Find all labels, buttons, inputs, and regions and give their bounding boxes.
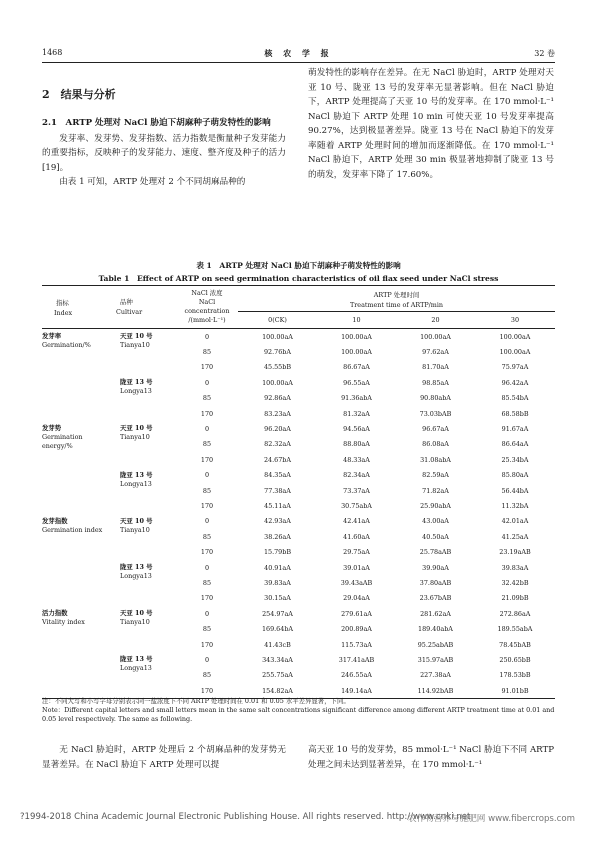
value-cell: 86.08aA <box>422 440 449 449</box>
cultivar-name-cn: 陇亚 13 号 <box>120 655 153 664</box>
nacl-concentration-cell: 85 <box>202 440 212 449</box>
index-name-en: Germination/% <box>42 341 91 349</box>
value-cell: 86.64aA <box>501 440 529 449</box>
value-cell: 29.75aA <box>343 548 370 557</box>
nacl-concentration-cell: 170 <box>200 686 214 695</box>
value-cell: 82.32aA <box>264 440 291 449</box>
cultivar-name-en: Longya13 <box>120 479 152 488</box>
value-cell: 71.82aA <box>422 486 449 495</box>
value-cell: 154.82aA <box>262 686 293 695</box>
value-cell: 45.55bB <box>263 363 292 372</box>
value-cell: 272.86aA <box>499 609 531 618</box>
watermark-text: 农作物营养与施肥网 www.fibercrops.com <box>408 814 575 824</box>
value-cell: 96.67aA <box>422 425 449 434</box>
paragraph: 由表 1 可知，ARTP 处理对 2 个不同胡麻品种的 <box>59 177 246 187</box>
value-cell: 315.97aAB <box>417 655 454 664</box>
nacl-concentration-cell: 0 <box>204 378 210 387</box>
cultivar-cell <box>110 375 176 421</box>
table-row <box>42 421 555 436</box>
value-cell: 91.01bB <box>501 686 529 695</box>
nacl-concentration-cell: 170 <box>200 409 214 418</box>
value-cell: 48.33aA <box>343 455 370 464</box>
value-cell: 39.83aA <box>264 578 291 587</box>
cultivar-cell <box>110 560 176 606</box>
volume-label: 32 卷 <box>534 49 555 58</box>
value-cell: 200.89aA <box>341 625 372 634</box>
value-cell: 81.70aA <box>422 363 449 372</box>
value-cell: 39.43aAB <box>340 578 373 587</box>
value-cell: 41.43cB <box>264 640 291 649</box>
paragraph-bottom-left: 无 NaCl 胁迫时，ARTP 处理后 2 个胡麻品种的发芽势无显著差异。在 NaCl 胁迫下 ARTP 处理可以提 <box>42 745 286 770</box>
value-cell: 178.53bB <box>499 671 531 680</box>
value-cell: 254.97aA <box>262 609 293 618</box>
value-cell: 73.03bAB <box>419 409 452 418</box>
note-en: Note：Different capital letters and small letters mean in the same salt concentrations significant difference among different ARTP treatment time at 0.01 and 0.05 level respectively. The same as following. <box>42 706 555 723</box>
value-cell: 39.90aA <box>422 563 449 572</box>
value-cell: 45.11aA <box>264 501 291 510</box>
value-cell: 85.80aA <box>501 471 529 480</box>
value-cell: 78.45bAB <box>499 640 531 649</box>
value-cell: 169.64bA <box>261 625 294 634</box>
value-cell: 149.14aA <box>341 686 372 695</box>
value-cell: 281.62aA <box>420 609 451 618</box>
value-cell: 246.55aA <box>341 671 372 680</box>
value-cell: 96.42aA <box>501 378 529 387</box>
value-cell: 100.00aA <box>499 332 531 341</box>
nacl-concentration-cell: 85 <box>202 486 212 495</box>
table-row <box>42 329 555 345</box>
nacl-concentration-cell: 0 <box>204 655 210 664</box>
cultivar-cell <box>110 514 176 560</box>
nacl-concentration-cell: 0 <box>204 471 210 480</box>
value-cell: 21.09bB <box>501 594 529 603</box>
cultivar-name-cn: 天亚 10 号 <box>120 332 153 340</box>
nacl-concentration-cell: 85 <box>202 578 212 587</box>
header-time-10: 10 <box>317 312 396 329</box>
value-cell: 317.41aAB <box>338 655 375 664</box>
value-cell: 32.42bB <box>501 578 529 587</box>
header-rule <box>42 62 555 63</box>
index-cell <box>42 329 110 422</box>
value-cell: 86.67aA <box>343 363 370 372</box>
value-cell: 100.00aA <box>262 332 293 341</box>
value-cell: 84.35aA <box>264 471 291 480</box>
index-name-cn: 活力指数 <box>42 609 68 618</box>
nacl-concentration-cell: 85 <box>202 671 212 680</box>
index-cell <box>42 514 110 606</box>
cultivar-name-cn: 天亚 10 号 <box>120 516 153 525</box>
value-cell: 40.91aA <box>264 563 291 572</box>
table-row <box>42 560 555 575</box>
value-cell: 82.34aA <box>343 471 370 480</box>
paragraph-bottom-right: 高天亚 10 号的发芽势，85 mmol·L⁻¹ NaCl 胁迫下不同 ARTP 处理之间未达到显著差异，在 170 mmol·L⁻¹ <box>308 745 554 770</box>
value-cell: 40.50aA <box>422 532 449 541</box>
nacl-concentration-cell: 170 <box>200 548 214 557</box>
value-cell: 42.93aA <box>264 517 291 526</box>
value-cell: 82.59aA <box>422 471 449 480</box>
header-time-ck: 0(CK) <box>238 312 317 329</box>
table-row <box>42 514 555 529</box>
value-cell: 91.67aA <box>501 425 529 434</box>
value-cell: 114.92bAB <box>417 686 454 695</box>
value-cell: 90.80abA <box>420 394 451 403</box>
value-cell: 98.85aA <box>422 378 449 387</box>
value-cell: 11.32bA <box>501 501 529 510</box>
index-cell <box>42 606 110 699</box>
value-cell: 100.00aA <box>262 378 293 387</box>
table-row <box>42 606 555 621</box>
value-cell: 96.55aA <box>343 378 370 387</box>
value-cell: 227.38aA <box>420 671 451 680</box>
value-cell: 37.80aAB <box>419 578 452 587</box>
cultivar-name-en: Longya13 <box>120 387 152 396</box>
value-cell: 29.04aA <box>343 594 370 603</box>
value-cell: 83.23aA <box>264 409 291 418</box>
value-cell: 85.54bA <box>501 394 529 403</box>
value-cell: 91.36abA <box>341 394 372 403</box>
cultivar-name-en: Longya13 <box>120 571 152 580</box>
nacl-concentration-cell: 170 <box>200 640 214 649</box>
value-cell: 100.00aA <box>499 348 531 357</box>
table-notes <box>42 697 555 724</box>
cultivar-name-cn: 陇亚 13 号 <box>120 378 153 387</box>
index-name-en: Germination energy/% <box>42 433 83 451</box>
cultivar-name-cn: 天亚 10 号 <box>120 424 153 433</box>
index-name-en: Germination index <box>42 525 103 534</box>
page-number: 1468 <box>42 48 63 57</box>
header-time-30: 30 <box>475 312 555 329</box>
paragraph: 萌发特性的影响存在差异。在无 NaCl 胁迫时，ARTP 处理对天亚 10 号、陇亚 13 号的发芽率无显著影响。但在 NaCl 胁迫下，ARTP 处理提高了天亚 10 号的发芽率。在 170 mmol·L⁻¹ NaCl 胁迫下 ARTP 处理 10 min 可使天亚 10 号发芽率提高 90.27%，达到极显著差异。陇亚 13 号在 NaCl 胁迫下的发芽率随着 ARTP 处理时间的增加而逐渐降低。在 170 mmol·L⁻¹ NaCl 胁迫下，ARTP 处理 30 min 极显著地抑制了陇亚 13 号的萌发，发芽率下降了 17.60%。 <box>308 68 554 180</box>
table-row <box>42 468 555 483</box>
value-cell: 88.80aA <box>343 440 370 449</box>
value-cell: 41.60aA <box>343 532 370 541</box>
table-row <box>42 652 555 667</box>
value-cell: 68.58bB <box>501 409 529 418</box>
value-cell: 31.08abA <box>420 455 451 464</box>
value-cell: 41.25aA <box>501 532 529 541</box>
cultivar-name-en: Tianya10 <box>120 618 150 627</box>
value-cell: 39.83aA <box>501 563 529 572</box>
index-name-cn: 发芽势 <box>42 424 62 433</box>
nacl-concentration-cell: 85 <box>202 625 212 634</box>
nacl-concentration-cell: 0 <box>204 609 210 618</box>
cultivar-name-en: Tianya10 <box>120 525 150 534</box>
cultivar-name-cn: 陇亚 13 号 <box>120 562 153 571</box>
value-cell: 95.25abAB <box>417 640 454 649</box>
value-cell: 279.61aA <box>341 609 372 618</box>
header-time-20: 20 <box>396 312 475 329</box>
nacl-concentration-cell: 85 <box>202 532 212 541</box>
value-cell: 115.73aA <box>341 640 372 649</box>
paragraph: 发芽率、发芽势、发芽指数、活力指数是衡量种子发芽能力的重要指标，反映种子的发芽能力、速度、整齐度及种子的活力[19]。 <box>42 133 286 173</box>
value-cell: 250.65bB <box>499 655 531 664</box>
cultivar-cell <box>110 329 176 376</box>
cultivar-name-cn: 陇亚 13 号 <box>120 470 153 479</box>
value-cell: 94.56aA <box>343 425 370 434</box>
value-cell: 100.00aA <box>341 332 372 341</box>
index-name-cn: 发芽指数 <box>42 516 68 525</box>
value-cell: 24.67bA <box>263 455 291 464</box>
value-cell: 73.37aA <box>343 486 370 495</box>
value-cell: 255.75aA <box>262 671 293 680</box>
value-cell: 43.00aA <box>422 517 449 526</box>
value-cell: 30.75abA <box>341 501 372 510</box>
nacl-concentration-cell: 170 <box>200 455 214 464</box>
journal-title: 核 农 学 报 <box>264 48 333 58</box>
nacl-concentration-cell: 0 <box>204 563 210 572</box>
index-name-cn: 发芽率 <box>42 332 62 340</box>
table-caption-cn: 表 1 ARTP 处理对 NaCl 胁迫下胡麻种子萌发特性的影响 <box>196 261 401 270</box>
copyright-text[interactable]: ?1994-2018 China Academic Journal Electronic Publishing House. All rights reserved. http://www.cnki.net <box>20 812 471 822</box>
cultivar-cell <box>110 606 176 652</box>
cultivar-name-en: Longya13 <box>120 664 152 673</box>
value-cell: 75.97aA <box>501 363 529 372</box>
value-cell: 77.38aA <box>264 486 291 495</box>
value-cell: 38.26aA <box>264 532 291 541</box>
value-cell: 42.41aA <box>343 517 370 526</box>
note-cn: 注：不同大写和小写字母分别表示同一盐浓度下不同 ARTP 处理时间在 0.01 和 0.05 水平差异显著，下同。 <box>42 697 350 705</box>
header-index: 指标 Index <box>54 299 73 317</box>
value-cell: 25.34bA <box>501 455 529 464</box>
value-cell: 97.62aA <box>422 348 449 357</box>
value-cell: 189.40abA <box>418 625 453 634</box>
value-cell: 39.01aA <box>343 563 370 572</box>
value-cell: 23.67bAB <box>419 594 452 603</box>
nacl-concentration-cell: 0 <box>204 517 210 526</box>
table-caption-en: Table 1 Effect of ARTP on seed germination characteristics of oil flax seed under NaCl stress <box>98 274 499 283</box>
value-cell: 56.44bA <box>501 486 529 495</box>
value-cell: 42.01aA <box>501 517 529 526</box>
nacl-concentration-cell: 170 <box>200 594 214 603</box>
cultivar-name-cn: 天亚 10 号 <box>120 609 153 618</box>
cultivar-cell <box>110 468 176 514</box>
cultivar-name-en: Tianya10 <box>120 433 150 442</box>
right-column <box>308 66 554 182</box>
value-cell: 81.32aA <box>343 409 370 418</box>
nacl-concentration-cell: 85 <box>202 394 212 403</box>
value-cell: 100.00aA <box>341 348 372 357</box>
section-heading: 2 结果与分析 <box>42 88 116 101</box>
nacl-concentration-cell: 0 <box>204 425 210 434</box>
page-footer <box>20 812 575 822</box>
subsection-heading: 2.1 ARTP 处理对 NaCl 胁迫下胡麻种子萌发特性的影响 <box>42 117 271 128</box>
nacl-concentration-cell: 85 <box>202 348 212 357</box>
cultivar-cell <box>110 652 176 699</box>
nacl-concentration-cell: 170 <box>200 501 214 510</box>
value-cell: 30.15aA <box>264 594 291 603</box>
nacl-concentration-cell: 170 <box>200 363 214 372</box>
table-row <box>42 375 555 390</box>
value-cell: 25.78aAB <box>419 548 452 557</box>
header-nacl: NaCl 浓度 NaCl concentration /(mmol·L⁻¹) <box>184 289 230 324</box>
value-cell: 15.79bB <box>263 548 292 557</box>
value-cell: 343.34aA <box>262 655 293 664</box>
value-cell: 189.55abA <box>497 625 533 634</box>
value-cell: 25.90abA <box>420 501 451 510</box>
cultivar-cell <box>110 421 176 467</box>
value-cell: 100.00aA <box>420 332 451 341</box>
value-cell: 23.19aAB <box>499 548 531 557</box>
cultivar-name-en: Tianya10 <box>120 341 150 349</box>
header-artp-time: ARTP 处理时间 Treatment time of ARTP/min <box>349 291 443 309</box>
index-cell <box>42 421 110 513</box>
value-cell: 96.20aA <box>264 425 291 434</box>
results-table <box>42 285 555 699</box>
nacl-concentration-cell: 0 <box>204 332 210 341</box>
index-name-en: Vitality index <box>42 618 85 627</box>
left-column <box>42 66 286 190</box>
header-cultivar: 品种 Cultivar <box>116 298 143 316</box>
value-cell: 92.86aA <box>264 394 291 403</box>
value-cell: 92.76bA <box>263 348 291 357</box>
